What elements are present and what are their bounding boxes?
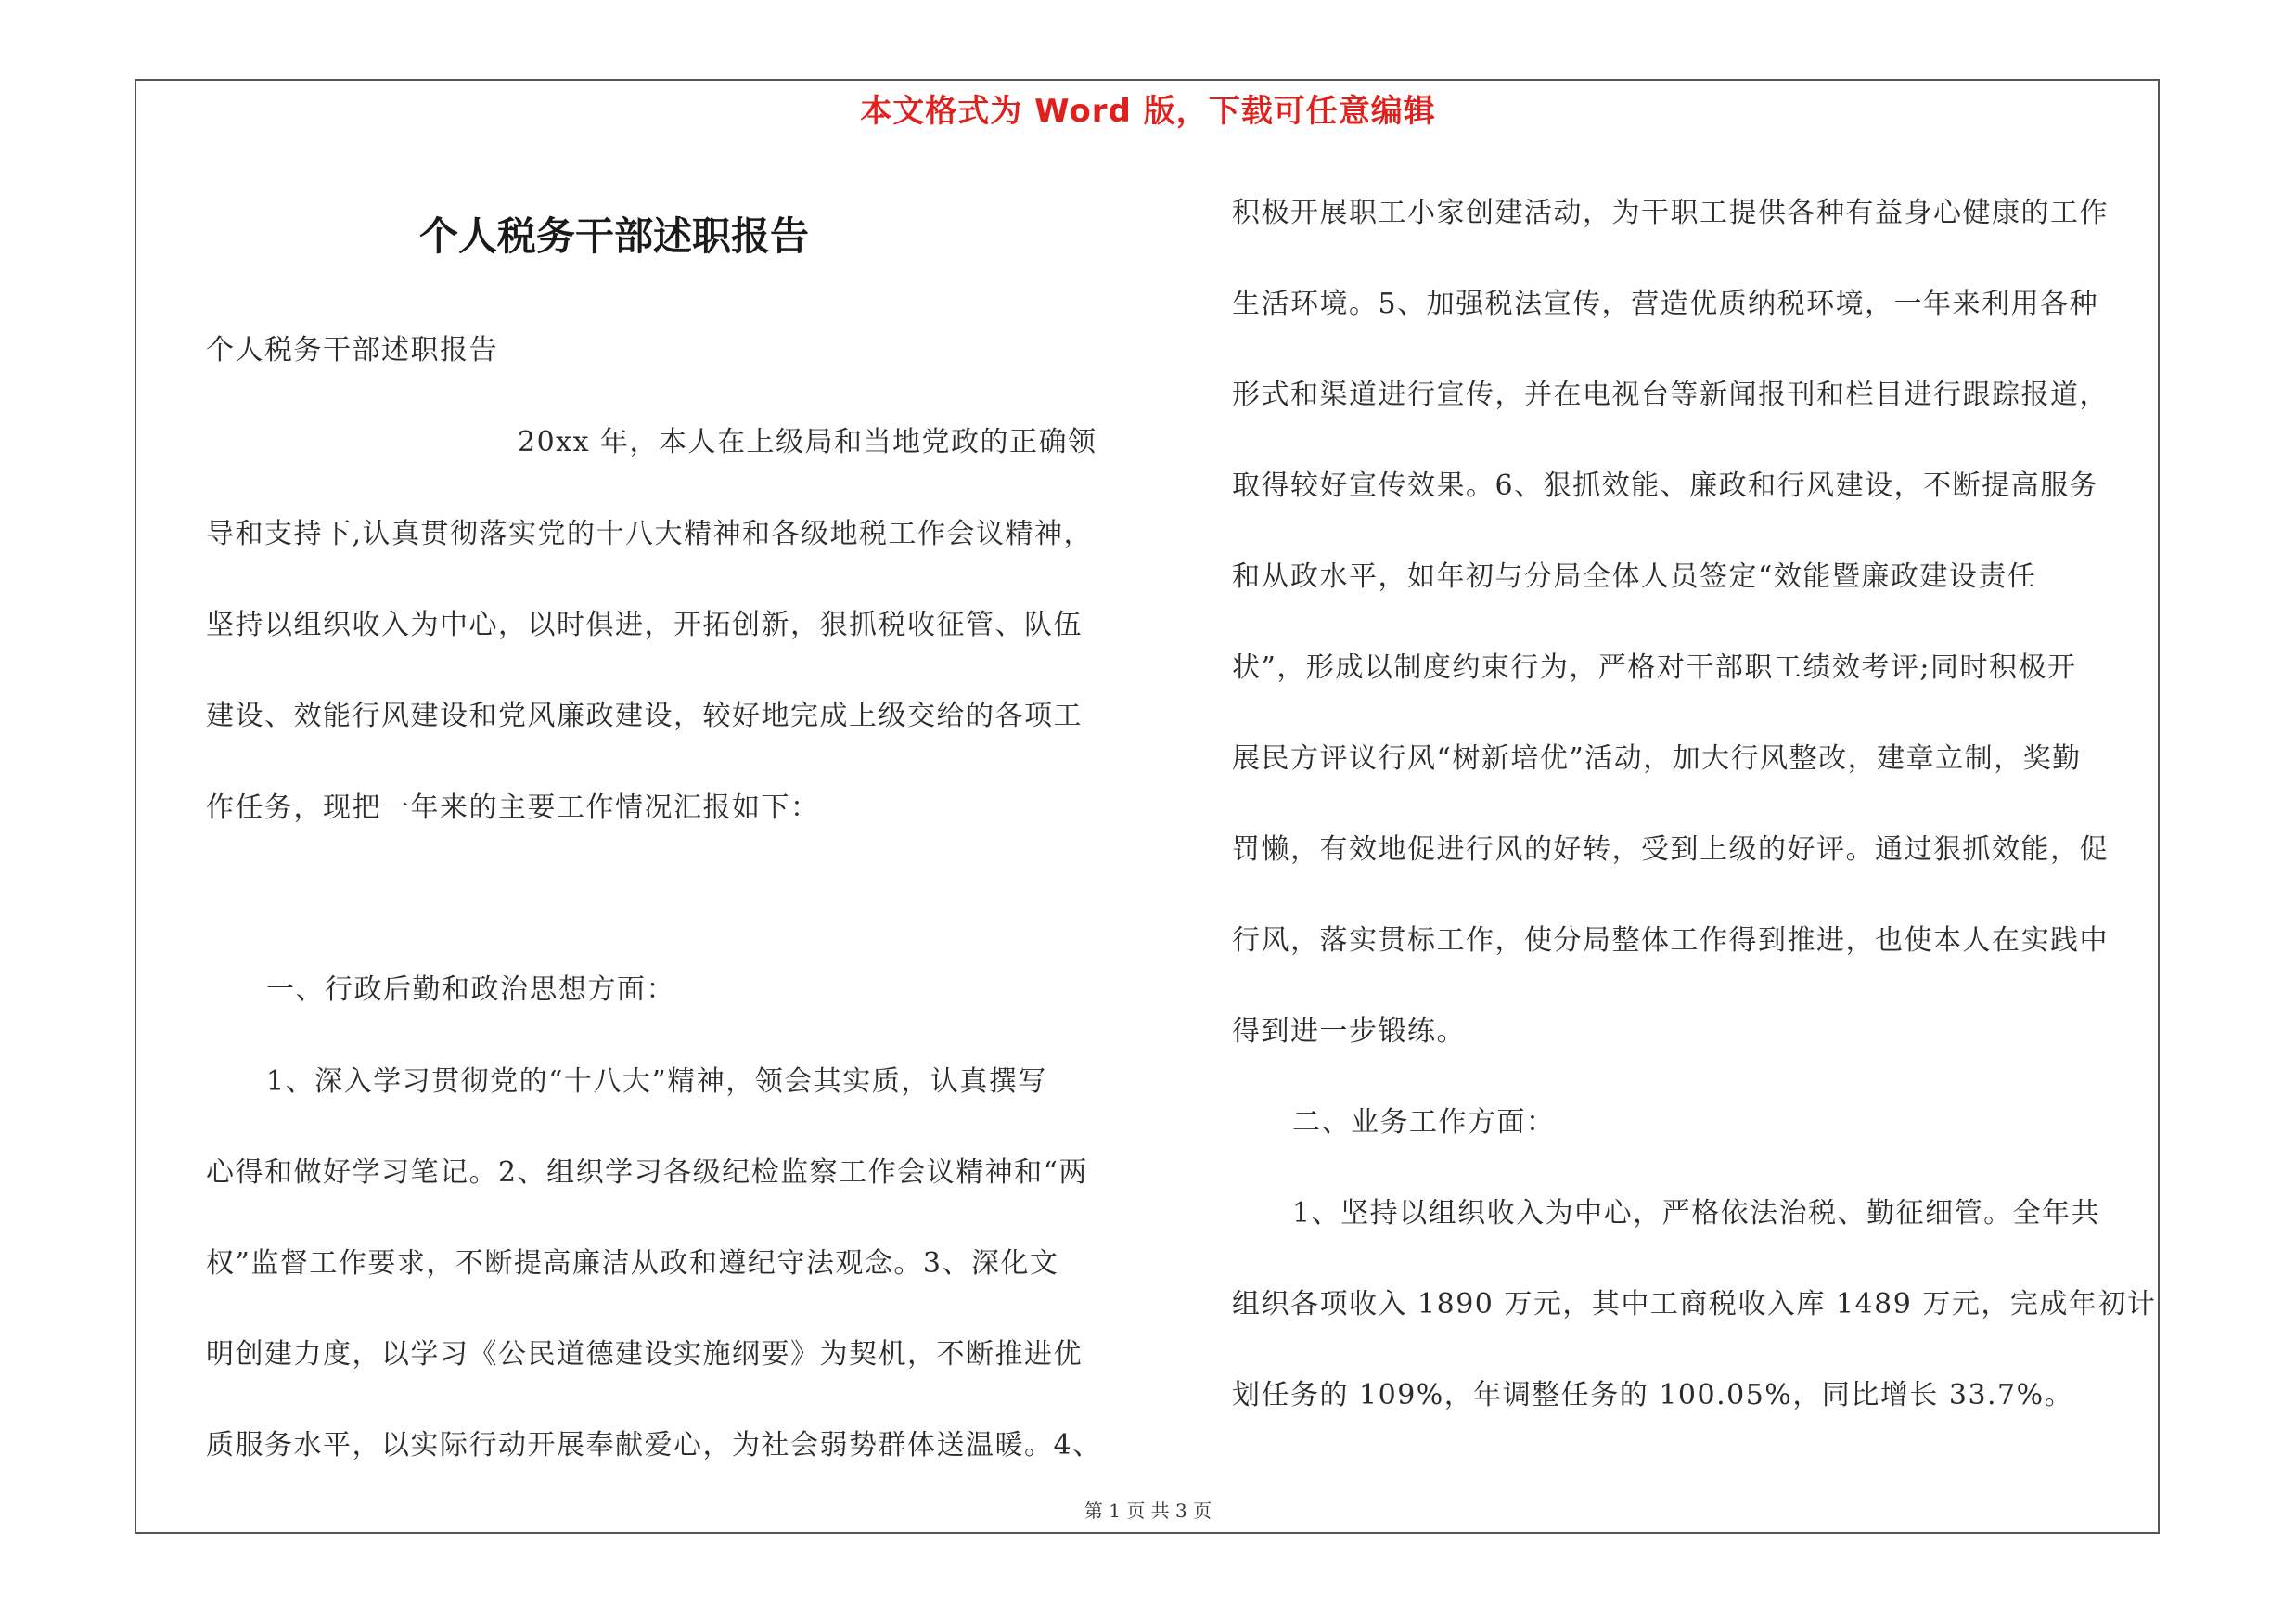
right-line-8: 罚懒，有效地促进行风的好转，受到上级的好评。通过狠抓效能，促 [1232,833,2109,866]
right-line-14: 划任务的 109%，年调整任务的 100.05%，同比增长 33.7%。 [1232,1379,2074,1411]
left-line-9: 心得和做好学习笔记。2、组织学习各级纪检监察工作会议精神和“两 [206,1156,1088,1189]
left-line-5: 建设、效能行风建设和党风廉政建设，较好地完成上级交给的各项工 [206,700,1083,732]
left-line-7: 一、行政后勤和政治思想方面： [266,973,675,1006]
left-line-12: 质服务水平，以实际行动开展奉献爱心，为社会弱势群体送温暖。4、 [206,1429,1102,1462]
left-line-4: 坚持以组织收入为中心，以时俱进，开拓创新，狠抓税收征管、队伍 [206,609,1083,641]
right-line-11: 二、业务工作方面： [1292,1106,1556,1139]
right-line-2: 生活环境。5、加强税法宣传，营造优质纳税环境，一年来利用各种 [1232,288,2099,320]
right-line-5: 和从政水平，如年初与分局全体人员签定“效能暨廉政建设责任 [1232,560,2037,593]
right-line-4: 取得较好宣传效果。6、狠抓效能、廉政和行风建设，不断提高服务 [1232,470,2099,502]
right-line-6: 状”，形成以制度约束行为，严格对干部职工绩效考评;同时积极开 [1232,651,2077,684]
right-line-7: 展民方评议行风“树新培优”活动，加大行风整改，建章立制，奖勤 [1232,742,2082,775]
right-line-10: 得到进一步锻练。 [1232,1015,1466,1048]
left-line-3: 导和支持下,认真贯彻落实党的十八大精神和各级地税工作会议精神， [206,518,1094,550]
document-title: 个人税务干部述职报告 [419,213,810,259]
page-footer: 第 1 页 共 3 页 [1084,1500,1212,1522]
left-line-6: 作任务，现把一年来的主要工作情况汇报如下： [206,792,820,824]
right-line-13: 组织各项收入 1890 万元，其中工商税收入库 1489 万元，完成年初计 [1232,1288,2157,1320]
left-line-10: 权”监督工作要求，不断提高廉洁从政和遵纪守法观念。3、深化文 [206,1247,1059,1280]
left-line-1: 个人税务干部述职报告 [206,334,498,367]
right-line-12: 1、坚持以组织收入为中心，严格依法治税、勤征细管。全年共 [1292,1197,2101,1230]
left-line-8: 1、深入学习贯彻党的“十八大”精神，领会其实质，认真撰写 [266,1065,1047,1098]
left-line-2: 20xx 年，本人在上级局和当地党政的正确领 [518,426,1097,458]
right-line-3: 形式和渠道进行宣传，并在电视台等新闻报刊和栏目进行跟踪报道， [1232,379,2109,411]
left-line-11: 明创建力度，以学习《公民道德建设实施纲要》为契机，不断推进优 [206,1338,1083,1371]
right-line-9: 行风，落实贯标工作，使分局整体工作得到推进，也使本人在实践中 [1232,924,2109,957]
right-line-1: 积极开展职工小家创建活动，为干职工提供各种有益身心健康的工作 [1232,197,2109,229]
format-banner: 本文格式为 Word 版，下载可任意编辑 [860,93,1436,130]
